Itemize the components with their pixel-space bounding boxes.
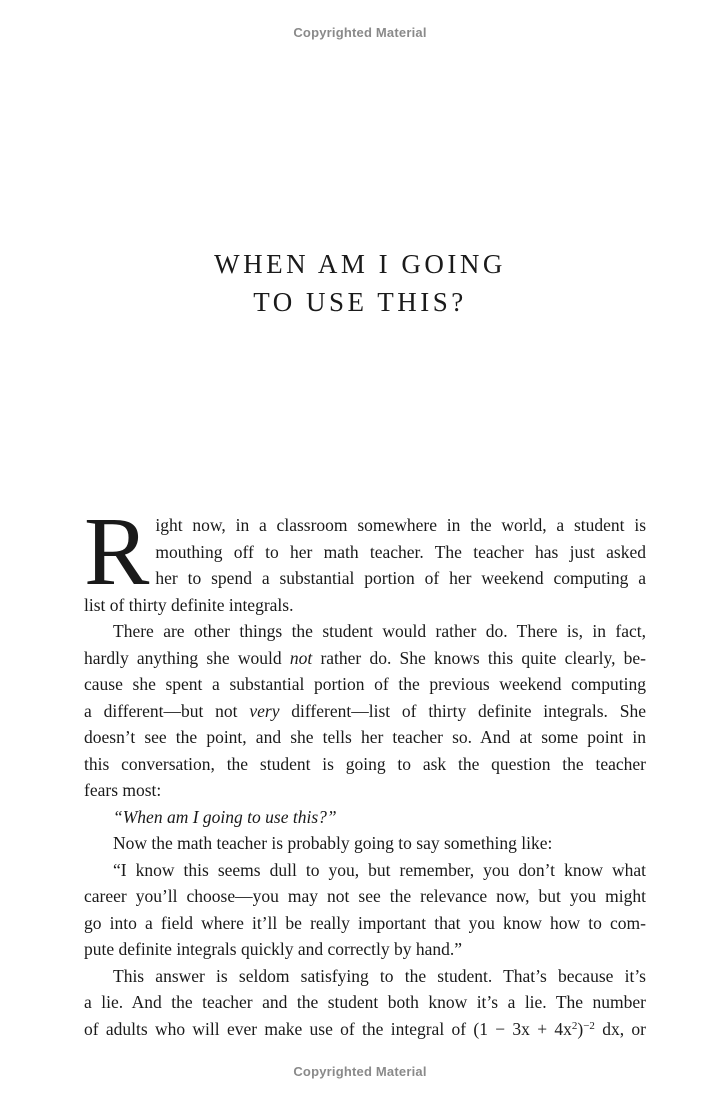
text-line: pute definite integrals quickly and correctly by hand.” [84, 939, 463, 959]
text-line: This answer is seldom satisfying to the student. That’s because it’s [113, 965, 646, 986]
paragraph-4: Now the math teacher is probably going to say something like: [113, 833, 553, 853]
text-run: rather do. She knows this quite clearly, be- [312, 647, 647, 668]
text-line: doesn’t see the point, and she tells her teacher so. And at some point in [84, 727, 646, 747]
text-line: fears most: [84, 780, 162, 800]
emphasis-text: very [249, 700, 280, 721]
text-run: different—list of thirty definite integrals. She [279, 700, 646, 721]
chapter-title-line-1: WHEN AM I GOING [214, 249, 506, 279]
copyright-watermark-top: Copyrighted Material [293, 25, 427, 40]
copyright-watermark-bottom: Copyrighted Material [293, 1064, 427, 1079]
text-line [84, 1016, 646, 1043]
paragraph-3-question: “When am I going to use this?” [113, 806, 337, 827]
text-line: her to spend a substantial portion of her weekend computing a [155, 568, 646, 588]
text-line [84, 645, 646, 672]
superscript: 2 [571, 1019, 578, 1032]
text-line: mouthing off to her math teacher. The teacher has just asked [155, 541, 646, 562]
paragraph-5 [84, 857, 646, 963]
text-line: career you’ll choose—you may not see the relevance now, but you might [84, 886, 646, 906]
text-line: “I know this seems dull to you, but remember, you don’t know what [113, 859, 646, 880]
paragraph-2 [84, 618, 646, 804]
text-line [84, 698, 646, 725]
text-run: a different—but not [84, 700, 250, 721]
paragraph-6 [84, 963, 646, 1043]
text-line: a lie. And the teacher and the student both know it’s a lie. The number [84, 992, 646, 1012]
text-line: this conversation, the student is going to ask the question the teacher [84, 753, 646, 774]
text-line: list of thirty definite integrals. [84, 594, 294, 615]
text-line: There are other things the student would rather do. There is, in fact, [113, 621, 646, 641]
text-line: go into a field where it’ll be really important that you know how to com- [84, 912, 646, 933]
paragraph-1 [84, 498, 646, 618]
text-run: ) [577, 1018, 584, 1039]
text-line: ight now, in a classroom somewhere in the world, a student is [155, 515, 646, 535]
superscript: −2 [583, 1019, 595, 1032]
text-run: of adults who will ever make use of the integral of (1 − 3x + 4x [84, 1018, 572, 1039]
emphasis-text: not [289, 647, 313, 668]
chapter-title-line-2: TO USE THIS? [253, 287, 467, 317]
drop-cap: R [84, 498, 150, 606]
text-line: cause she spent a substantial portion of the previous weekend computing [84, 674, 646, 694]
chapter-title [0, 245, 720, 321]
text-run: hardly anything she would [84, 647, 290, 668]
text-run: dx, or [594, 1018, 646, 1039]
chapter-body [84, 498, 647, 1042]
